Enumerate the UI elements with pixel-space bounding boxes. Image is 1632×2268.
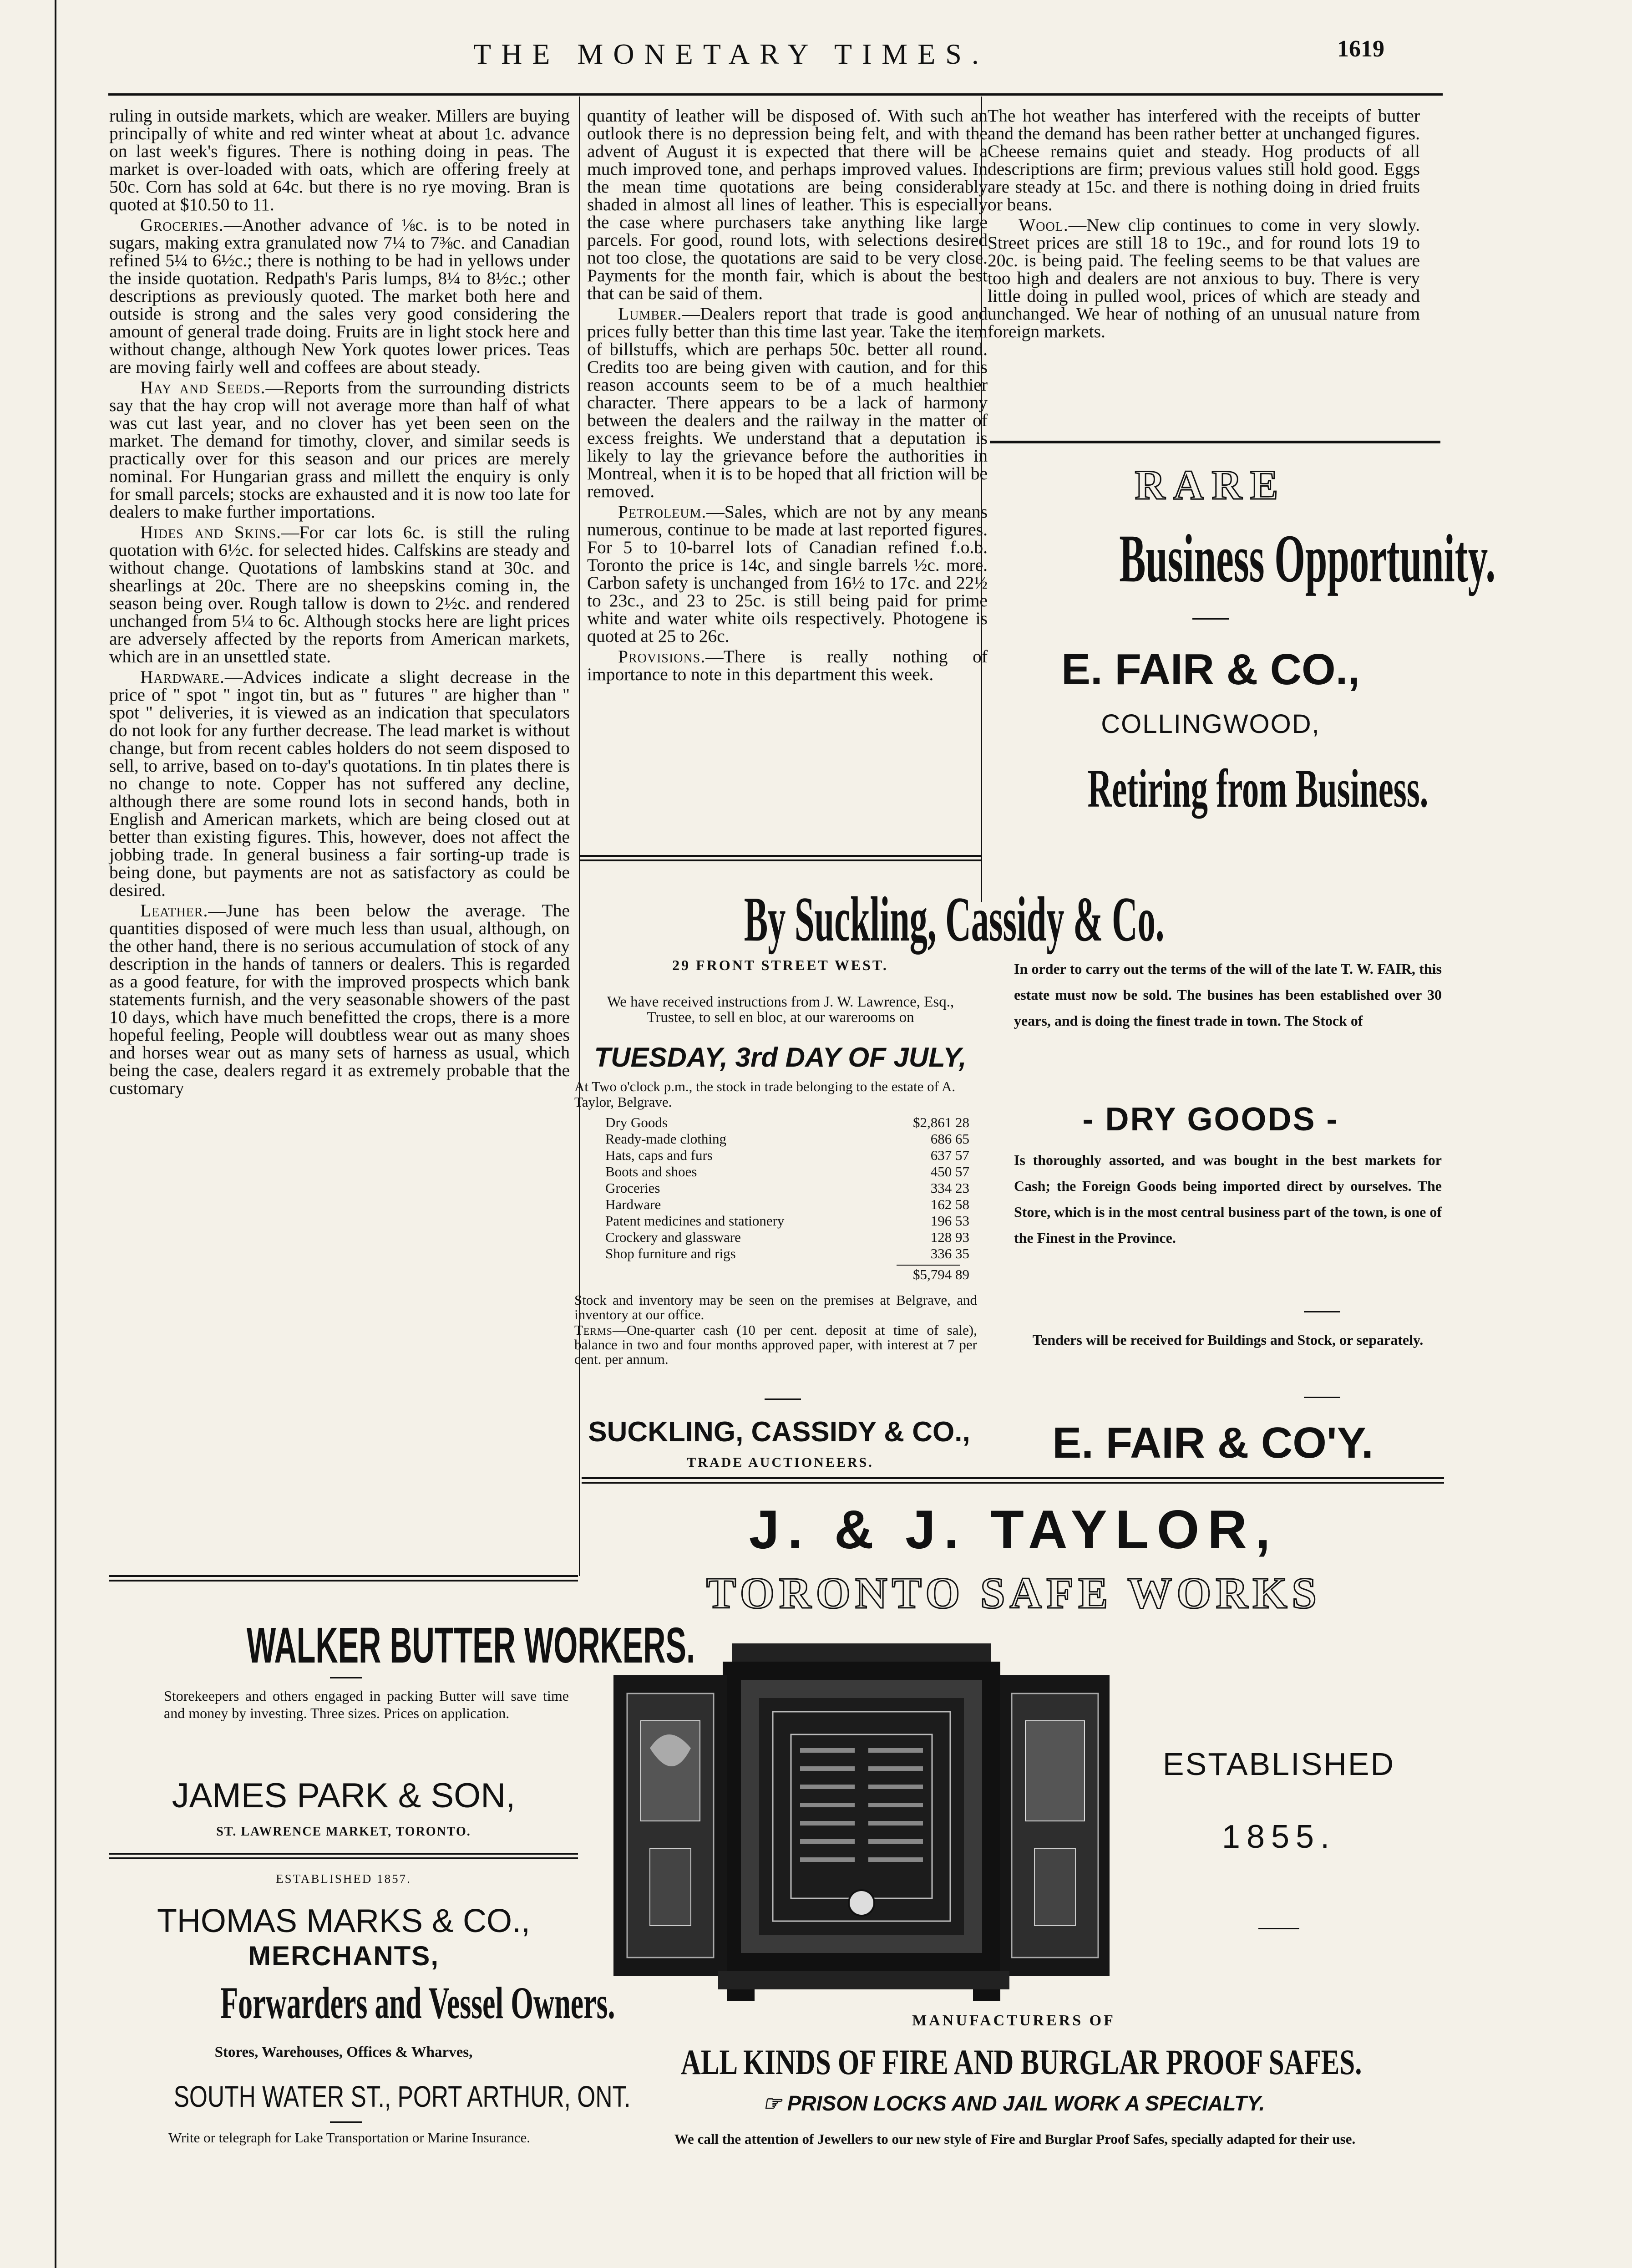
section-rule — [580, 859, 981, 861]
inventory-row — [605, 1147, 969, 1164]
fair-firm-name: E. FAIR & CO., — [1061, 645, 1360, 694]
walker-title-wrap — [109, 1616, 695, 1675]
paragraph-text: —Advices indicate a slight decrease in the price of " spot " ingot tin, but as " futures " are higher than " spot " deliveries, it is viewed as an indication that speculators do not look for any further decrease. The lead market is without change, but from recent cables holders do not seem disposed to sell, to arrive, based on to-day's quotations. In tin plates there is no change to note. Copper has not suffered any decline, although there are some round lots in second hands, both in English and American markets, which are being closed out at better than existing figures. This, however, does not affect the jobbing trade. In general business a fair sorting-up trade is being done, but payments are not as satisfactory as could be desired. — [109, 667, 570, 900]
auction-date: TUESDAY, 3rd DAY OF JULY, — [594, 1042, 967, 1073]
inventory-amount: 450 57 — [930, 1164, 969, 1180]
paragraph-text: —New clip continues to come in very slowly. Street prices are still 18 to 19c., and for round lots 19 to 20c. is being paid. The feeling seems to be that values are too high and dealers are not anxious to buy. There is very little doing in pulled wool, prices of which are steady and unchanged. We hear of nothing of an unusual nature from foreign markets. — [988, 215, 1420, 341]
market-report-column-1 — [109, 107, 570, 1571]
paragraph: ruling in outside markets, which are weaker. Millers are buying principally of white and red winter wheat at about 1c. advance on last week's figures. There is nothing doing in peas. The market is over-loaded with oats, which are offering freely at 50c. Corn has sold at 64c. but there is no rye moving. Bran is quoted at $10.50 to 11. — [109, 106, 570, 214]
section-head: Wool. — [1019, 215, 1069, 235]
rare-heading: RARE — [1135, 462, 1287, 508]
divider — [1304, 1397, 1340, 1398]
auction-stock-note: Stock and inventory may be seen on the premises at Belgrave, and inventory at our office. — [574, 1292, 977, 1322]
inventory-item: Hats, caps and furs — [605, 1147, 713, 1163]
paragraph: quantity of leather will be disposed of. With such an outlook there is no depression being felt, and with the advent of August it is expected that there will be a much improved tone, and perhaps improved values. In the mean time quotations are being considerably shaded in almost all lines of leather. This is especially the case where purchasers take anything like large parcels. For good, round lots, with selections desired not too close, the quotations are said to be very close. Payments for the month fair, which is about the best that can be said of them. — [587, 106, 988, 303]
park-address: ST. LAWRENCE MARKET, TORONTO. — [216, 1825, 471, 1839]
taylor-established: ESTABLISHED — [1162, 1746, 1395, 1782]
section-head: Hay and Seeds. — [140, 377, 266, 397]
inventory-item: Shop furniture and rigs — [605, 1246, 736, 1261]
inventory-item: Crockery and glassware — [605, 1229, 741, 1245]
inventory-row — [605, 1229, 969, 1246]
section-rule — [582, 1477, 1444, 1479]
paragraph-text: —Dealers report that trade is good and prices fully better than this time last year. Take the item of billstuffs, which are perhaps 50c. better all round. Credits too are being given with caution, and for this reason accounts seem to be of a much healthier character. There appears to be a lack of harmony between the dealers and the railway in the matter of excess freights. We understand that a deputation is likely to lay the grievance before the authorities in Montreal, when it is to be hoped that all friction will be removed. — [587, 304, 988, 501]
section-head: Hardware. — [140, 667, 225, 687]
forwarders-wrap — [109, 1976, 615, 2030]
taylor-specialty-line — [585, 2090, 1443, 2117]
page-edge — [55, 0, 56, 2268]
paragraph: The hot weather has interfered with the receipts of butter and the demand has been rather better at unchanged figures. Cheese remains quiet and steady. Hog products of all descriptions are firm; previous values still hold good. Eggs are steady at 15c. and there is nothing doing in dried fruits or beans. — [988, 106, 1420, 214]
inventory-amount: 637 57 — [930, 1147, 969, 1163]
taylor-manufacturers: MANUFACTURERS OF — [912, 2012, 1115, 2029]
dry-goods-heading: - DRY GOODS - — [1082, 1101, 1339, 1138]
section-head: Groceries. — [140, 215, 224, 235]
auction-title: By Suckling, Cassidy & Co. — [744, 884, 1165, 955]
pointing-hand-icon: ☞ — [762, 2091, 787, 2115]
inventory-row — [605, 1246, 969, 1262]
inventory-row — [605, 1180, 969, 1196]
paragraph-text: —June has been below the average. The quantities disposed of were much less than usual, although, on the other hand, there is no serious accumulation of stock of any description in the hands of tanners or dealers. This is regarded as a good feature, for with the improved prospects which bank statements furnish, and the very seasonable showers of the past 10 days, which have much benefitted the crops, there is a more hopeful feeling, People will doubtless wear out as many shoes and horses wear out as many sets of harness as usual, which being the case, dealers regard it as extremely probable that the customary — [109, 900, 570, 1098]
paragraph-text: —Reports from the surrounding districts say that the hay crop will not average more than half of what was cut last year, and no clover has yet been seen on the market. The demand for timothy, clover, and similar seeds is practically over for this season and our prices are merely nominal. For Hungarian grass and millett the enquiry is only for small parcels; stocks are exhausted and it is now too late for dealers to make further importations. — [109, 377, 570, 522]
inventory-amount: 686 65 — [930, 1131, 969, 1147]
leather-paragraph — [109, 902, 570, 1097]
fair-signature: E. FAIR & CO'Y. — [1052, 1419, 1374, 1467]
marks-merchants: MERCHANTS, — [248, 1941, 439, 1971]
town-name: COLLINGWOOD, — [1101, 709, 1320, 739]
inventory-table — [605, 1114, 969, 1262]
divider — [765, 1398, 801, 1400]
hay-paragraph — [109, 379, 570, 521]
section-rule — [109, 1857, 578, 1859]
inventory-item: Patent medicines and stationery — [605, 1213, 785, 1229]
auction-firm-sub: TRADE AUCTIONEERS. — [687, 1455, 874, 1470]
divider — [330, 2121, 362, 2123]
marks-firm: THOMAS MARKS & CO., — [157, 1903, 531, 1939]
inventory-item: Boots and shoes — [605, 1164, 697, 1180]
inventory-row — [605, 1164, 969, 1180]
fair-body-1: In order to carry out the terms of the will of the late T. W. FAIR, this estate must now be sold. The busines has been established over 30 years, and is doing the finest trade in town. The Stock of — [1014, 961, 1442, 1029]
marks-stores: Stores, Warehouses, Offices & Wharves, — [214, 2044, 473, 2060]
inventory-item: Hardware — [605, 1196, 661, 1212]
section-head: Provisions. — [618, 646, 706, 666]
paragraph-text: —For car lots 6c. is still the ruling quotation with 6½c. for selected hides. Calfskins are steady and without change. Quotations of lambskins stand at 30c. and shearlings at 20c. There are no sheepskins coming in, the season being over. Rough tallow is down to 2½c. and rendered unchanged from 5¼ to 6c. Although stocks here are light prices are adversely affected by the reports from American markets, which are in an unsettled state. — [109, 522, 570, 666]
market-report-column-2 — [587, 107, 988, 863]
paragraph-text: —Another advance of ⅛c. is to be noted in sugars, making extra granulated now 7¼ to 7⅜c. and Canadian refined 5¼ to 6½c.; there is nothing to be had in yellows under the inside quotation. Redpath's Paris lumps, 8¼ to 8½c.; other descriptions as previously quoted. The market both here and outside is strong and the sales very good considering the amount of general trade doing. Fruits are in light stock here and without change, although New York quotes lower prices. Teas are moving fairly well and coffees are about steady. — [109, 215, 570, 377]
inventory-row — [605, 1114, 969, 1131]
section-rule — [580, 855, 981, 857]
taylor-safes: ALL KINDS OF FIRE AND BURGLAR PROOF SAFES. — [681, 2042, 1362, 2082]
petroleum-paragraph — [587, 503, 988, 645]
marks-footer: Write or telegraph for Lake Transportation or Marine Insurance. — [168, 2130, 531, 2146]
marks-forwarders: Forwarders and Vessel Owners. — [220, 1978, 615, 2028]
taylor-specialty: PRISON LOCKS AND JAIL WORK A SPECIALTY. — [787, 2091, 1265, 2115]
safe-illustration — [609, 1630, 1119, 2003]
divider — [1304, 1311, 1340, 1312]
paragraph-text: —Sales, which are not by any means numerous, continue to be made at last reported figures. For 5 to 10-barrel lots of Canadian refined f.o.b. Toronto the price is 14c, and single barrels ½c. more. Carbon safety is unchanged from 16½ to 17c. and 22½ to 23c., and 23 to 25c. is still being paid for prime white and water white oils respectively. Photogene is quoted at 25 to 26c. — [587, 502, 988, 646]
section-rule — [109, 1575, 578, 1577]
auction-instructions: We have received instructions from J. W. Lawrence, Esq., Trustee, to sell en bloc, at our warerooms on — [607, 994, 954, 1026]
newspaper-title: THE MONETARY TIMES. — [473, 38, 989, 70]
terms-text: —One-quarter cash (10 per cent. deposit at time of sale), balance in two and four months approved paper, with interest at 7 per cent. per annum. — [574, 1322, 977, 1367]
retiring-wrap — [983, 759, 1438, 818]
auction-address: 29 FRONT STREET WEST. — [672, 957, 888, 973]
marks-established: ESTABLISHED 1857. — [276, 1872, 411, 1886]
section-rule — [990, 441, 1440, 443]
divider — [330, 1677, 362, 1678]
inventory-row — [605, 1131, 969, 1147]
inventory-amount: 162 58 — [930, 1196, 969, 1212]
inventory-item: Ready-made clothing — [605, 1131, 726, 1147]
section-head: Lumber. — [618, 304, 682, 324]
hardware-paragraph — [109, 668, 570, 899]
inventory-total: $5,794 89 — [913, 1266, 969, 1282]
section-rule — [582, 1482, 1444, 1484]
walker-title: WALKER BUTTER WORKERS. — [246, 1617, 695, 1673]
inventory-amount: $2,861 28 — [913, 1114, 969, 1130]
taylor-firm: J. & J. TAYLOR, — [749, 1499, 1279, 1560]
walker-body: Storekeepers and others engaged in packing Butter will save time and money by investing. Three sizes. Prices on application. — [164, 1688, 569, 1721]
paragraph-text: —There is really nothing of importance to note in this department this week. — [587, 646, 988, 684]
lumber-paragraph — [587, 305, 988, 500]
auction-inventory — [605, 1114, 969, 1284]
provisions-paragraph — [587, 648, 988, 683]
section-rule — [109, 1853, 578, 1855]
divider — [1192, 618, 1229, 620]
taylor-works: TORONTO SAFE WORKS — [706, 1569, 1321, 1618]
taylor-safes-wrap — [585, 2039, 1443, 2085]
wool-paragraph — [988, 216, 1420, 341]
business-opportunity-headline: Business Opportunity. — [1119, 521, 1496, 596]
hides-paragraph — [109, 524, 570, 666]
inventory-amount: 336 35 — [930, 1246, 969, 1261]
auction-title-wrap — [579, 883, 1165, 956]
inventory-row — [605, 1196, 969, 1213]
inventory-item: Dry Goods — [605, 1114, 668, 1130]
taylor-footer: We call the attention of Jewellers to our new style of Fire and Burglar Proof Safes, specially adapted for their use. — [674, 2131, 1356, 2147]
auction-time: At Two o'clock p.m., the stock in trade belonging to the estate of A. Taylor, Belgrave. — [574, 1078, 956, 1110]
page-number: 1619 — [1337, 36, 1384, 62]
fair-body-2: Is thoroughly assorted, and was bought in the best markets for Cash; the Foreign Goods being imported direct by ourselves. The Store, which is in the most central business part of the town, is one of the Finest in the Province. — [1014, 1152, 1442, 1246]
marks-address: SOUTH WATER ST., PORT ARTHUR, ONT. — [173, 2080, 631, 2113]
safe-drawing — [609, 1630, 1119, 2003]
inventory-row — [605, 1213, 969, 1229]
market-report-column-3 — [988, 107, 1420, 435]
fair-advertisement — [983, 460, 1496, 901]
auction-terms — [574, 1323, 977, 1367]
headline-wrap — [983, 520, 1496, 597]
divider — [1258, 1928, 1299, 1929]
inventory-amount: 128 93 — [930, 1229, 969, 1245]
auction-firm: SUCKLING, CASSIDY & CO., — [588, 1416, 970, 1448]
retiring-headline: Retiring from Business. — [1087, 758, 1429, 819]
taylor-year: 1855. — [1221, 1819, 1336, 1855]
terms-head: Terms — [574, 1322, 613, 1338]
inventory-amount: 196 53 — [930, 1213, 969, 1229]
tenders-note: Tenders will be received for Buildings and Stock, or separately. — [1032, 1332, 1424, 1348]
inventory-item: Groceries — [605, 1180, 660, 1196]
park-firm: JAMES PARK & SON, — [172, 1776, 516, 1815]
marks-address-wrap — [109, 2076, 631, 2117]
section-head: Petroleum. — [618, 502, 707, 522]
groceries-paragraph — [109, 216, 570, 376]
section-head: Hides and Skins. — [140, 522, 282, 542]
header-rule — [108, 93, 1443, 96]
section-rule — [109, 1580, 578, 1581]
section-head: Leather. — [140, 900, 208, 920]
inventory-amount: 334 23 — [930, 1180, 969, 1196]
